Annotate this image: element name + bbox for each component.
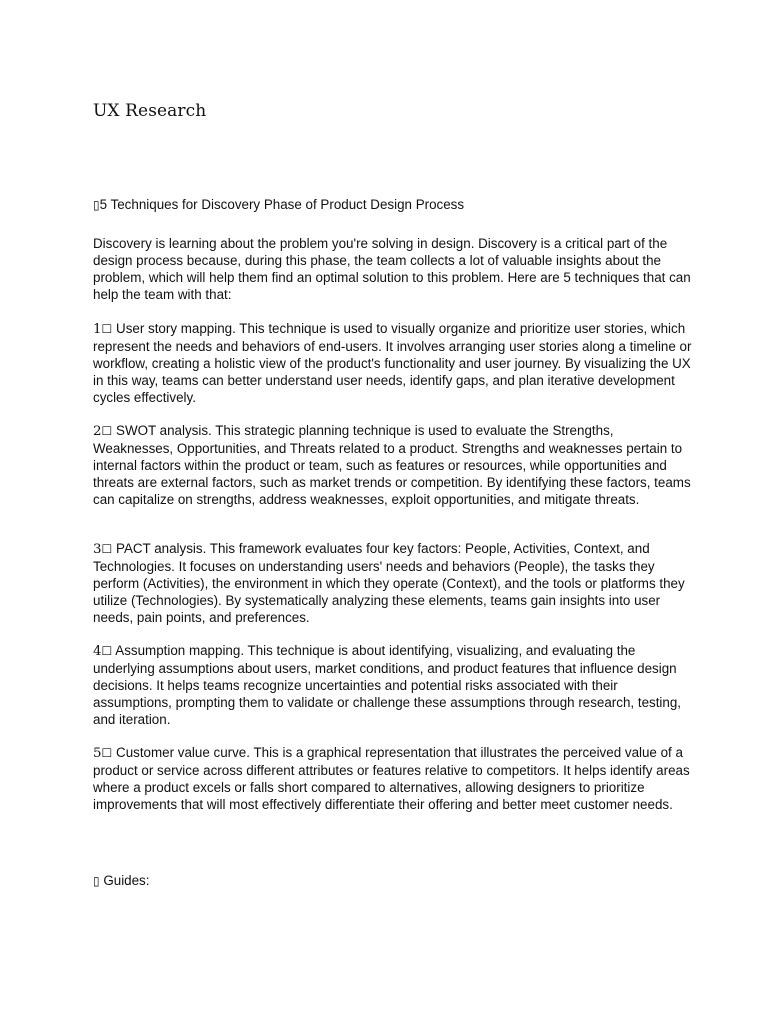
item-text: User story mapping. This technique is used to visually organize and prioritize user stories, which represent the needs and behaviors of end-users. It involves arranging user stories along a timeline or workflow, creating a holistic view of the product's functionality and user journey. By visualizing the UX in this way, teams can better understand user needs, identify gaps, and plan iterative development cycles effectively. — [93, 321, 692, 405]
checkbox-glyph-icon: ☐ — [101, 542, 113, 556]
technique-item-3 — [93, 541, 693, 627]
checkbox-glyph-icon: ☐ — [101, 746, 113, 760]
checkbox-glyph-icon: ☐ — [101, 644, 113, 658]
technique-item-5 — [93, 745, 693, 814]
missing-glyph-icon: ▯ — [93, 874, 100, 888]
item-number: 3 — [93, 542, 102, 557]
guides-text: Guides: — [99, 873, 150, 888]
item-number: 2 — [93, 424, 102, 439]
technique-item-4 — [93, 643, 693, 729]
checkbox-glyph-icon: ☐ — [101, 322, 113, 336]
section-heading-text: 5 Techniques for Discovery Phase of Product Design Process — [99, 197, 465, 212]
item-text: Assumption mapping. This technique is about identifying, visualizing, and evaluating the underlying assumptions about users, market conditions, and product features that influence design decisions. It helps teams recognize uncertainties and potential risks associated with their assumptions, prompting them to validate or challenge these assumptions through research, testing, and iteration. — [93, 643, 682, 727]
item-text: SWOT analysis. This strategic planning technique is used to evaluate the Strengths, Weaknesses, Opportunities, and Threats related to a product. Strengths and weaknesses pertain to internal factors within the product or team, such as features or resources, while opportunities and threats are external factors, such as market trends or competition. By identifying these factors, teams can capitalize on strengths, address weaknesses, exploit opportunities, and mitigate threats. — [93, 423, 691, 507]
checkbox-glyph-icon: ☐ — [101, 424, 113, 438]
technique-item-2 — [93, 423, 693, 509]
item-text: Customer value curve. This is a graphical representation that illustrates the perceived value of a product or service across different attributes or features relative to competitors. It helps identify areas where a product excels or falls short compared to alternatives, allowing designers to prioritize improvements that will most effectively differentiate their offering and better meet customer needs. — [93, 745, 690, 812]
technique-item-1 — [93, 321, 693, 407]
missing-glyph-icon: ▯ — [93, 198, 100, 212]
item-number: 4 — [93, 644, 102, 659]
intro-paragraph: Discovery is learning about the problem you're solving in design. Discovery is a critical part of the design process because, during this phase, the team collects a lot of valuable insights about the problem, which will help them find an optimal solution to this problem. Here are 5 techniques that can help the team with that: — [93, 236, 691, 302]
item-number: 1 — [93, 322, 102, 337]
item-text: PACT analysis. This framework evaluates four key factors: People, Activities, Context, and Technologies. It focuses on understanding users' needs and behaviors (People), the tasks they perform (Activities), the environment in which they operate (Context), and the tools or platforms they utilize (Technologies). By systematically analyzing these elements, teams gain insights into user needs, pain points, and preferences. — [93, 541, 685, 625]
guides-line — [93, 873, 693, 890]
item-number: 5 — [93, 746, 102, 761]
section-heading — [93, 197, 693, 214]
document-title: UX Research — [93, 101, 207, 121]
